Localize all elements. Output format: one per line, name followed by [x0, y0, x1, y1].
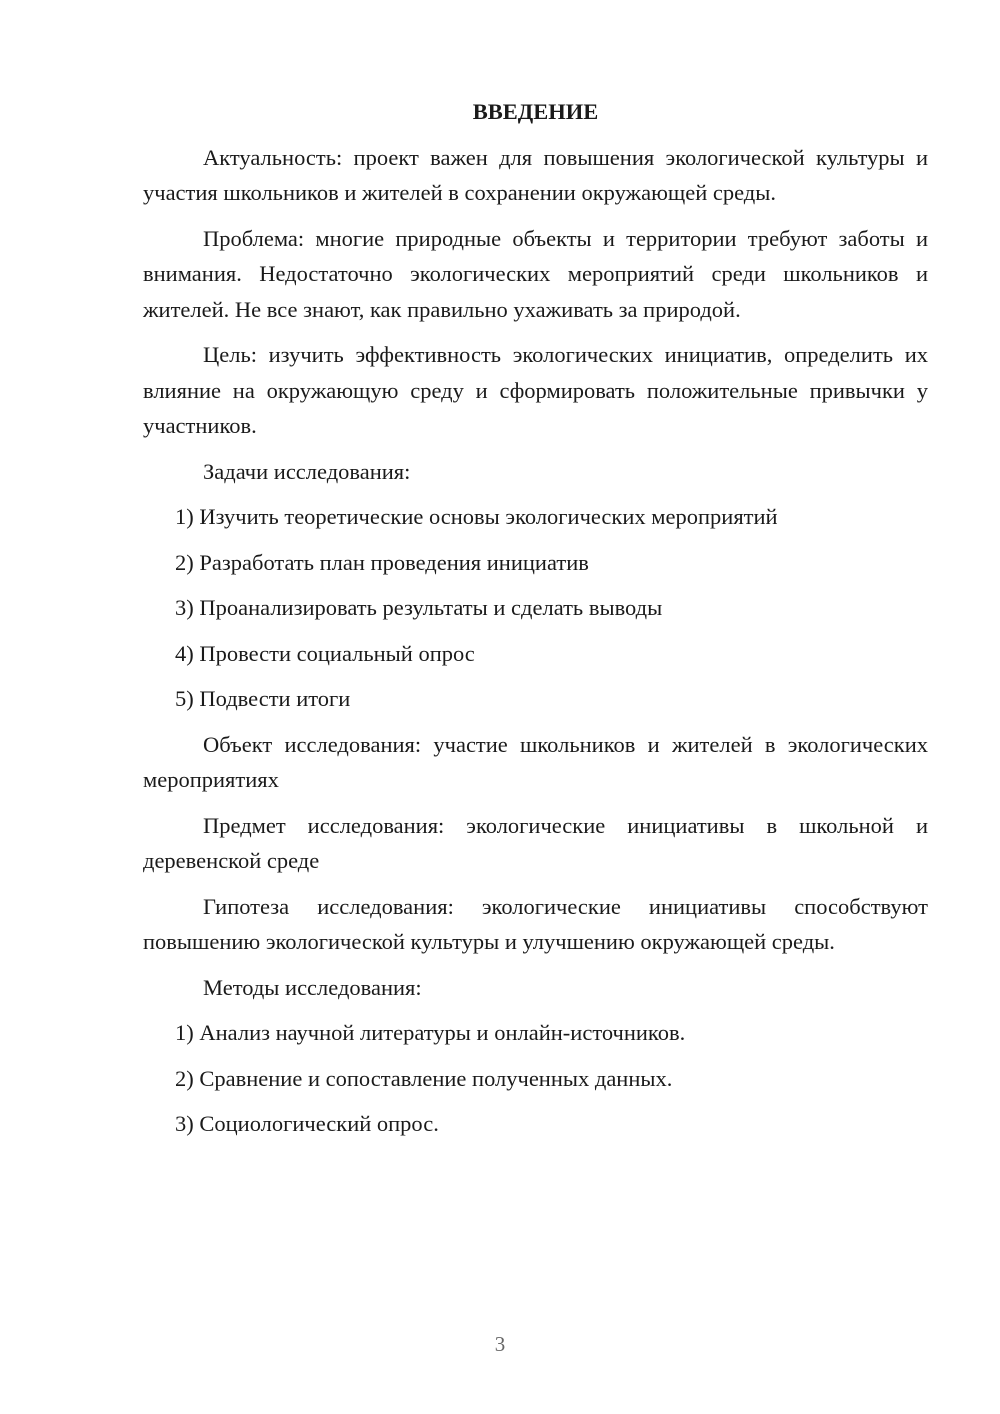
problem-paragraph: Проблема: многие природные объекты и территории требуют заботы и внимания. Недостаточно экологических мероприятий среди школьников и жителей. Не все знают, как правильно ухаживать за природой. [143, 225, 928, 322]
tasks-heading: Задачи исследования: [203, 458, 411, 484]
list-item: 3) Проанализировать результаты и сделать выводы [175, 595, 663, 620]
document-page [143, 94, 928, 1152]
section-title: ВВЕДЕНИЕ [472, 99, 599, 124]
hypothesis-paragraph: Гипотеза исследования: экологические инициативы способствуют повышению экологической культуры и улучшению окружающей среды. [143, 893, 928, 954]
tasks-list [143, 499, 928, 717]
object-paragraph: Объект исследования: участие школьников и жителей в экологических мероприятиях [143, 731, 928, 792]
list-item: 1) Изучить теоретические основы экологических мероприятий [175, 504, 778, 529]
list-item: 1) Анализ научной литературы и онлайн-источников. [175, 1020, 686, 1045]
goal-paragraph: Цель: изучить эффективность экологических инициатив, определить их влияние на окружающую среду и сформировать положительные привычки у участников. [143, 342, 928, 438]
methods-heading: Методы исследования: [203, 974, 422, 1000]
list-item: 2) Сравнение и сопоставление полученных данных. [175, 1065, 673, 1091]
page-number: 3 [494, 1332, 506, 1356]
list-item: 2) Разработать план проведения инициатив [175, 549, 589, 575]
methods-list [143, 1015, 928, 1142]
list-item: 5) Подвести итоги [175, 686, 351, 711]
list-item: 3) Социологический опрос. [175, 1111, 439, 1136]
subject-paragraph: Предмет исследования: экологические инициативы в школьной и деревенской среде [143, 812, 928, 873]
list-item: 4) Провести социальный опрос [175, 640, 475, 666]
relevance-paragraph: Актуальность: проект важен для повышения экологической культуры и участия школьников и жителей в сохранении окружающей среды. [143, 144, 928, 205]
